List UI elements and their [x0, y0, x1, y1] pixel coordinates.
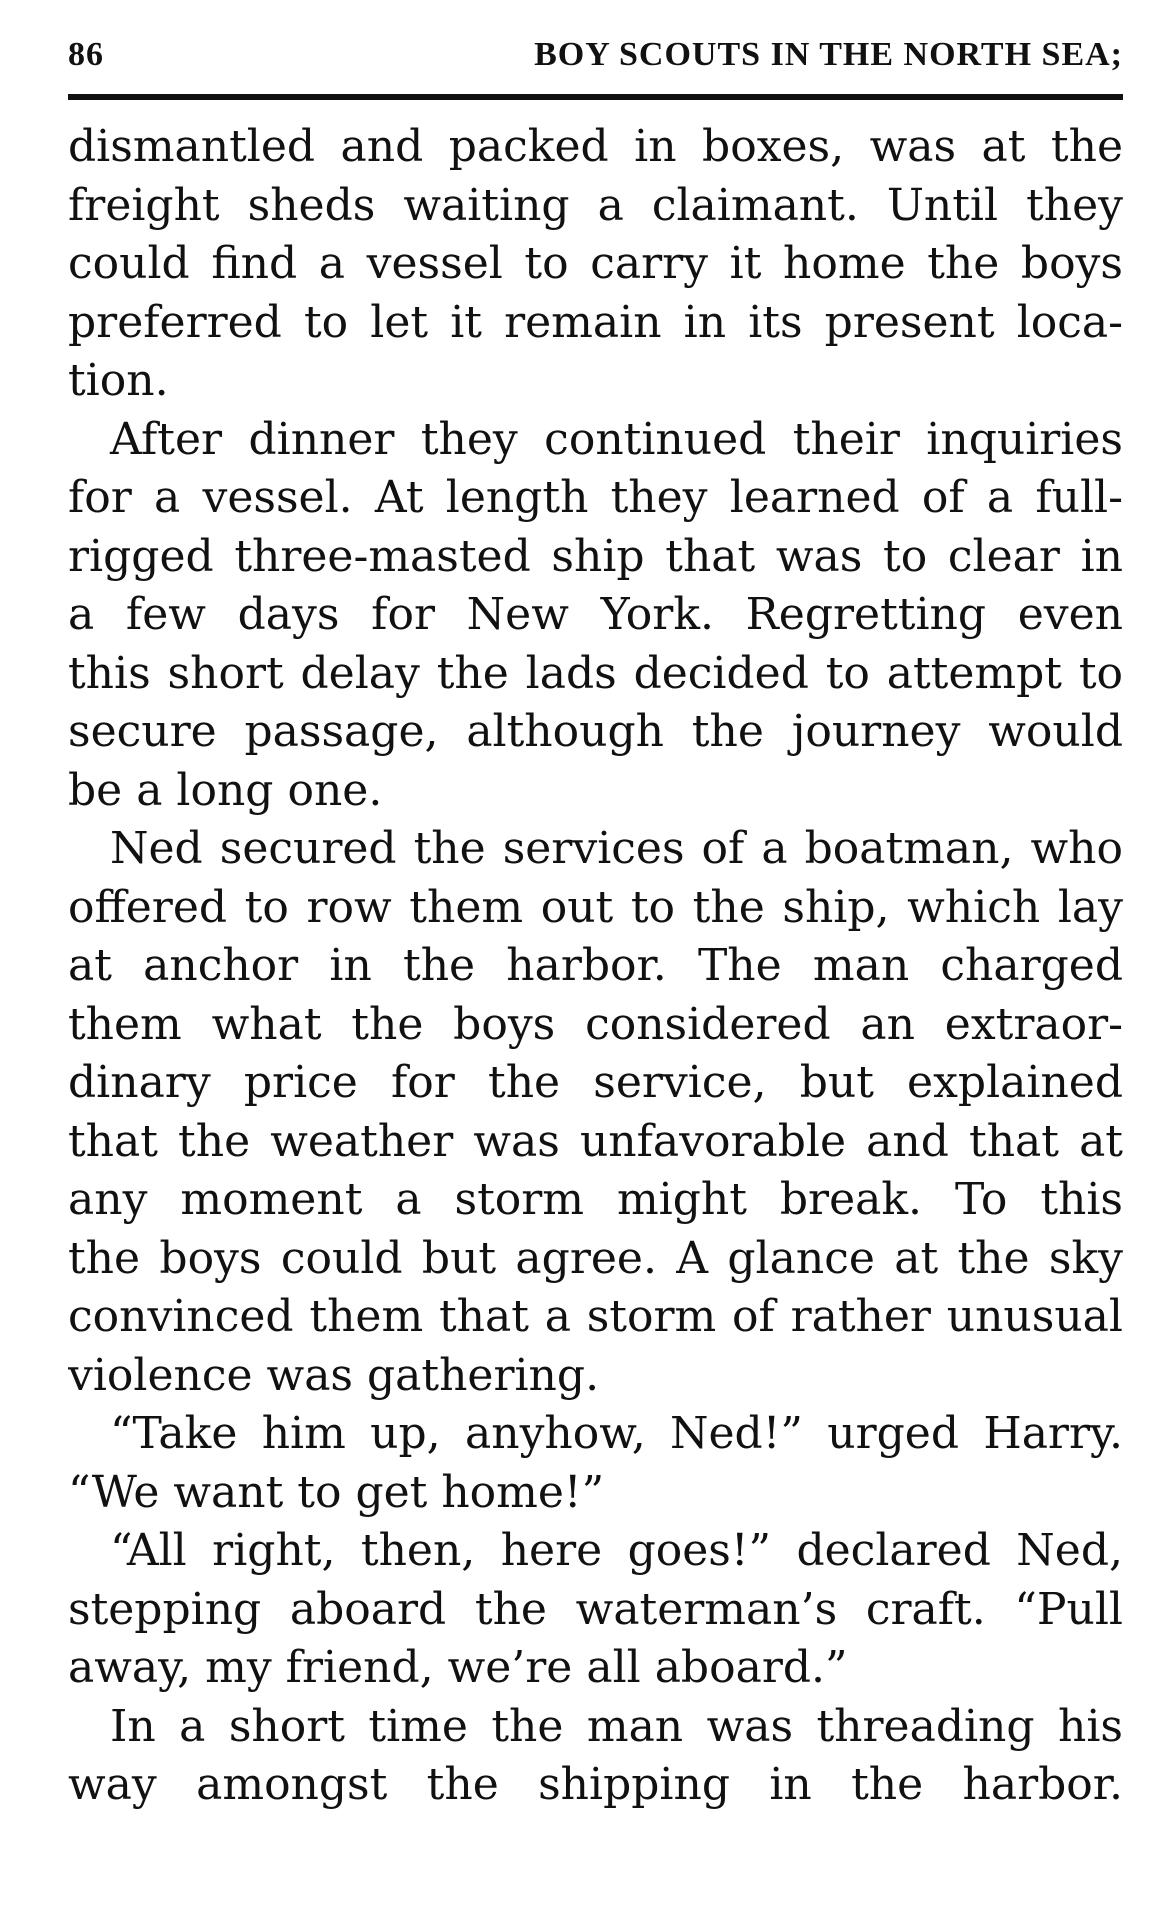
text-line: a few days for New York. Regretting even	[68, 589, 1123, 640]
text-line: offered to row them out to the ship, which lay	[68, 881, 1123, 933]
text-line: this short delay the lads decided to attempt to	[68, 647, 1123, 699]
text-line: dismantled and packed in boxes, was at the	[68, 121, 1123, 172]
text-line: In a short time the man was threading his	[110, 1700, 1123, 1752]
text-line: convinced them that a storm of rather unusual	[68, 1291, 1123, 1342]
text-line: stepping aboard the waterman’s craft. “Pull	[68, 1583, 1123, 1635]
paragraph-3	[68, 820, 1123, 1405]
text-line: way amongst the shipping in the harbor.	[68, 1759, 1123, 1810]
text-line: After dinner they continued their inquiries	[110, 413, 1123, 465]
text-line: them what the boys considered an extraor-	[68, 998, 1123, 1050]
paragraph-4	[68, 1405, 1123, 1522]
text-line: tion.	[68, 355, 169, 406]
text-line: “All right, then, here goes!” declared Ned,	[110, 1525, 1123, 1576]
paragraph-6	[68, 1698, 1123, 1815]
text-line: “We want to get home!”	[68, 1466, 605, 1518]
page-number: 86	[68, 36, 104, 73]
text-line: any moment a storm might break. To this	[68, 1174, 1123, 1225]
text-line: violence was gathering.	[68, 1349, 600, 1401]
header-rule	[68, 94, 1123, 100]
text-line: the boys could but agree. A glance at the sky	[68, 1232, 1123, 1284]
text-line: rigged three-masted ship that was to clear in	[68, 530, 1123, 582]
text-line: “Take him up, anyhow, Ned!” urged Harry.	[110, 1408, 1123, 1459]
paragraph-2	[68, 411, 1123, 821]
text-line: dinary price for the service, but explained	[68, 1057, 1123, 1108]
page-header	[68, 36, 1123, 80]
text-line: could find a vessel to carry it home the boys	[68, 238, 1123, 289]
paragraph-5	[68, 1522, 1123, 1698]
text-line: that the weather was unfavorable and that at	[68, 1115, 1123, 1167]
running-head: BOY SCOUTS IN THE NORTH SEA;	[534, 36, 1123, 73]
text-line: Ned secured the services of a boatman, who	[110, 823, 1123, 874]
text-line: preferred to let it remain in its present loca-	[68, 296, 1123, 348]
text-line: secure passage, although the journey would	[68, 706, 1123, 757]
text-line: be a long one.	[68, 764, 383, 816]
paragraph-1	[68, 118, 1123, 411]
text-line: for a vessel. At length they learned of a full-	[68, 472, 1123, 523]
text-line: at anchor in the harbor. The man charged	[68, 940, 1123, 991]
text-line: freight sheds waiting a claimant. Until they	[68, 179, 1123, 231]
body-text	[68, 118, 1123, 1815]
text-line: away, my friend, we’re all aboard.”	[68, 1642, 848, 1693]
